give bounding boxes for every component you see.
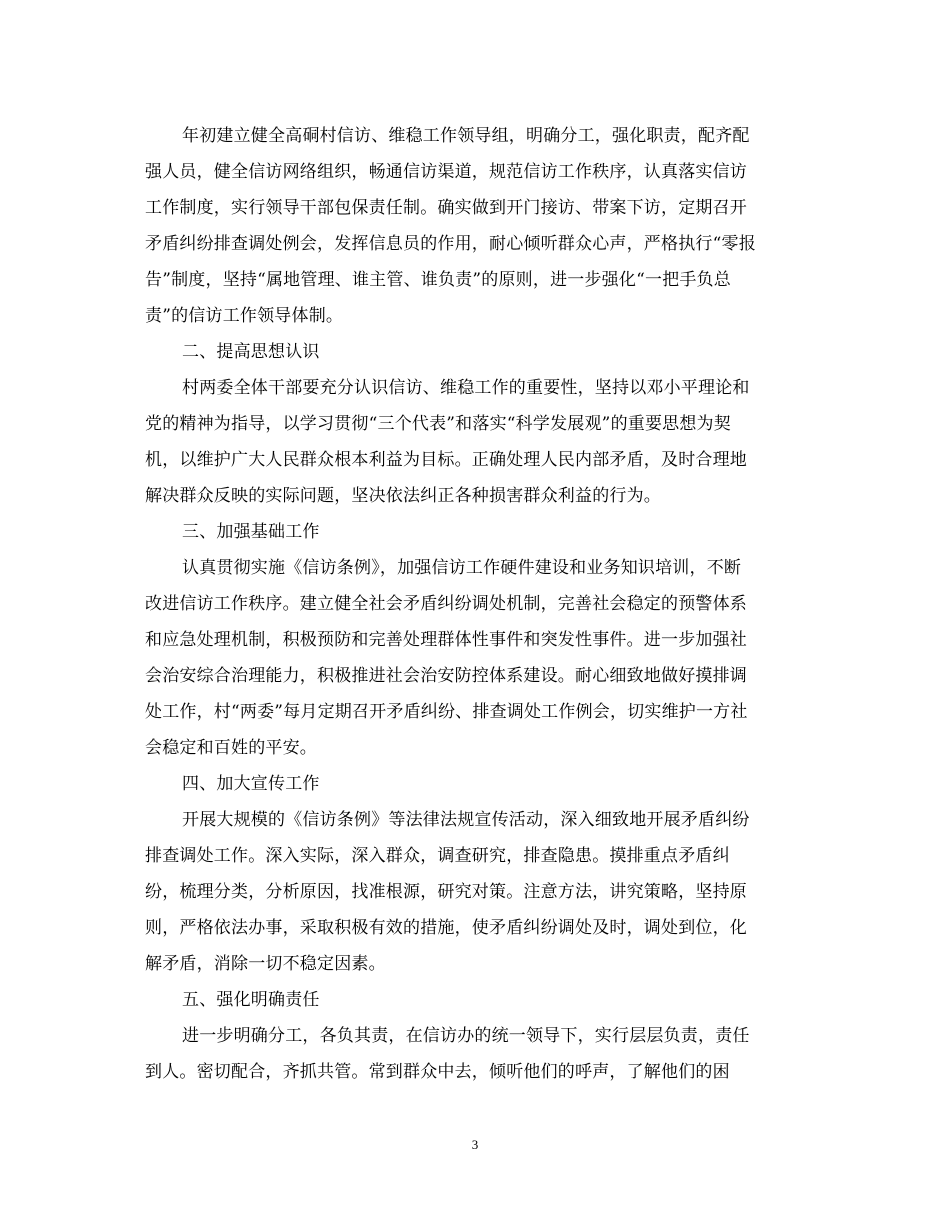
paragraph-line: 到人。密切配合，齐抓共管。常到群众中去，倾听他们的呼声，了解他们的困 <box>145 1062 730 1082</box>
section-heading: 四、加大宣传工作 <box>182 774 320 794</box>
paragraph-line: 工作制度，实行领导干部包保责任制。确实做到开门接访、带案下访，定期召开 <box>145 198 747 218</box>
paragraph-line: 年初建立健全高硐村信访、维稳工作领导组，明确分工，强化职责，配齐配 <box>182 126 750 146</box>
paragraph-line: 会治安综合治理能力，积极推进社会治安防控体系建设。耐心细致地做好摸排调 <box>145 666 747 686</box>
paragraph-line: 矛盾纠纷排查调处例会，发挥信息员的作用，耐心倾听群众心声，严格执行“零报 <box>145 234 756 254</box>
paragraph-line: 处工作，村“两委”每月定期召开矛盾纠纷、排查调处工作例会，切实维护一方社 <box>145 702 748 722</box>
paragraph-line: 告”制度，坚持“属地管理、谁主管、谁负责”的原则，进一步强化“一把手负总 <box>145 270 731 290</box>
paragraph-line: 则，严格依法办事，采取积极有效的措施，使矛盾纠纷调处及时，调处到位，化 <box>145 918 747 938</box>
page-number: 3 <box>471 1137 479 1152</box>
section-heading: 三、加强基础工作 <box>182 522 320 542</box>
paragraph-line: 和应急处理机制，积极预防和完善处理群体性事件和突发性事件。进一步加强社 <box>145 630 747 650</box>
paragraph-line: 认真贯彻实施《信访条例》，加强信访工作硬件建设和业务知识培训，不断 <box>182 558 742 578</box>
paragraph-line: 解决群众反映的实际问题，坚决依法纠正各种损害群众利益的行为。 <box>145 486 661 506</box>
paragraph-line: 进一步明确分工，各负其责，在信访办的统一领导下，实行层层负责，责任 <box>182 1026 750 1046</box>
paragraph-line: 纷，梳理分类，分析原因，找准根源，研究对策。注意方法，讲究策略，坚持原 <box>145 882 747 902</box>
paragraph-line: 村两委全体干部要充分认识信访、维稳工作的重要性，坚持以邓小平理论和 <box>182 378 750 398</box>
paragraph-line: 强人员，健全信访网络组织，畅通信访渠道，规范信访工作秩序，认真落实信访 <box>145 162 747 182</box>
paragraph-line: 开展大规模的《信访条例》等法律法规宣传活动，深入细致地开展矛盾纠纷 <box>182 810 750 830</box>
paragraph-line: 会稳定和百姓的平安。 <box>145 738 317 758</box>
paragraph-line: 解矛盾，消除一切不稳定因素。 <box>145 954 386 974</box>
paragraph-line: 排查调处工作。深入实际，深入群众，调查研究，排查隐患。摸排重点矛盾纠 <box>145 846 730 866</box>
paragraph-line: 责”的信访工作领导体制。 <box>145 306 344 326</box>
paragraph-line: 机，以维护广大人民群众根本利益为目标。正确处理人民内部矛盾，及时合理地 <box>145 450 747 470</box>
paragraph-line: 改进信访工作秩序。建立健全社会矛盾纠纷调处机制，完善社会稳定的预警体系 <box>145 594 747 614</box>
section-heading: 五、强化明确责任 <box>182 990 320 1010</box>
paragraph-line: 党的精神为指导，以学习贯彻“三个代表”和落实“科学发展观”的重要思想为契 <box>145 414 731 434</box>
section-heading: 二、提高思想认识 <box>182 342 320 362</box>
